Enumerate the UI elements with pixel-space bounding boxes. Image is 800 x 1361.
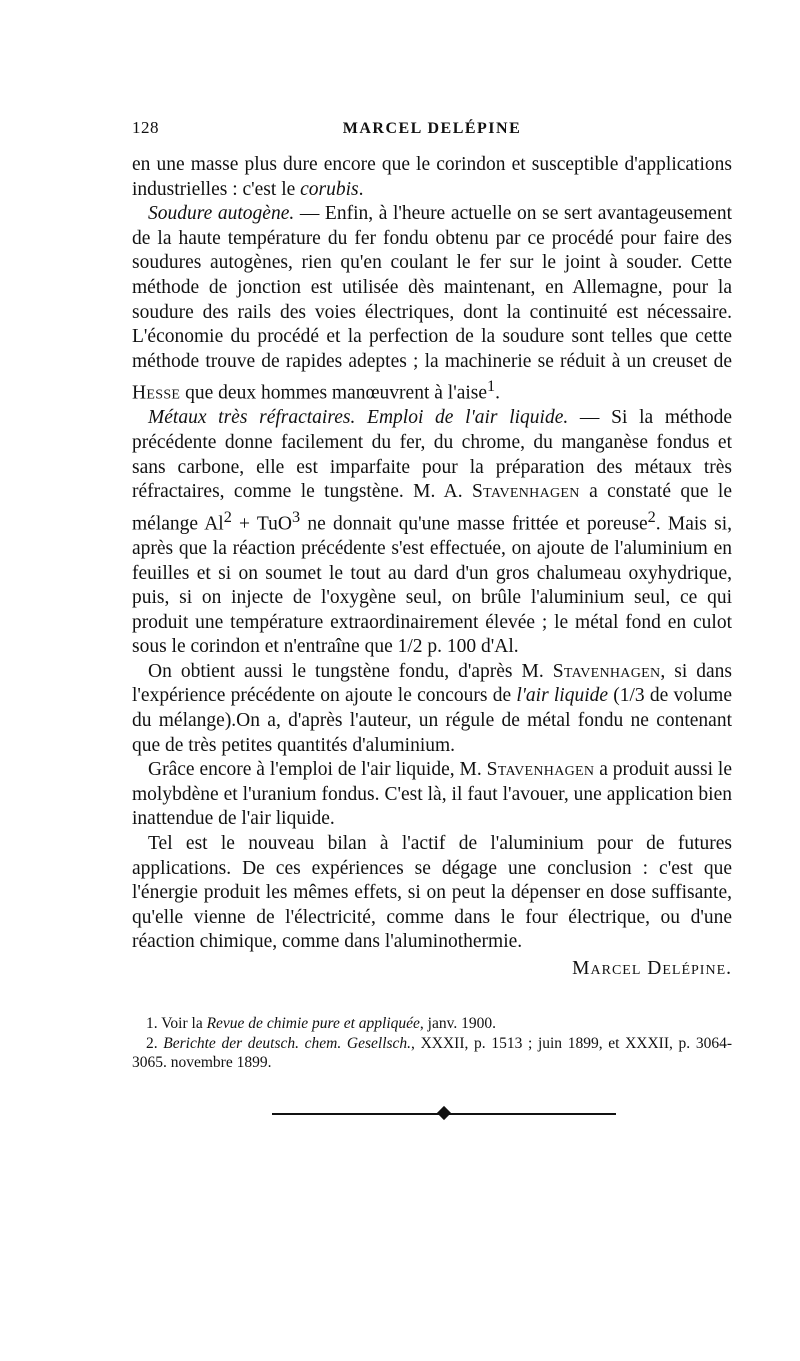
footnote-number: 1. [146,1015,158,1032]
end-rule-ornament [272,1106,616,1122]
superscript: 2 [223,507,232,526]
author-name: Stavenhagen [486,759,595,781]
superscript: 3 [291,507,301,526]
article-body [132,153,732,982]
paragraph-text: a produit aussi le molybdène et l'uranium fondus. C'est là, il faut l'avouer, une application bien inattendue de l'air liquide. [132,759,732,830]
signature-text: Marcel Delépine. [572,958,732,979]
footnote [132,1034,732,1073]
paragraph-text: — Si la méthode précédente donne facilement du fer, du chrome, du manganèse fondus et sans carbone, elle est imparfaite pour la préparation des métaux très réfractaires, comme le tungstène. M. A. [132,407,732,503]
paragraph-text: Grâce encore à l'emploi de l'air liquide, M. [148,759,487,781]
paragraph-text: + TuO [231,513,292,535]
section-heading: Métaux très réfractaires. Emploi de l'air liquide. [148,407,569,429]
section-heading: Soudure autogène. [148,203,295,225]
page-number: 128 [132,118,159,137]
diamond-icon [437,1106,451,1120]
paragraph [132,758,732,832]
paragraph [132,832,732,955]
paragraph-text: . [358,178,364,200]
paragraph [132,660,732,758]
journal-title: Berichte der deutsch. chem. Gesellsch. [163,1034,412,1052]
paragraph: Soudure autogène. — Enfin, à l'heure actuelle on se sert avantageusement de la haute température du fer fondu obtenu par ce procédé pour faire des soudures autogènes, rien qu'en coulant le fer sur le joint à souder. Cette méthode de jonction est utilisée dès maintenant, en Allemagne, pour la soudure des rails des voies électriques, dont la continuité est nécessaire. L'économie du procédé et la perfection de la soudure sont telles que cette méthode trouve de rapides adeptes ; la machinerie se réduit à un creuset de Hesse que deux hommes manœuvrent à l'aise$^1$. [132,203,733,404]
footnote [132,1014,732,1034]
author-name: Hesse [132,382,181,404]
paragraph-text: a constaté que le mélange Al [132,481,732,535]
paragraph-text: ne donnait qu'une masse frittée et poreuse [300,513,648,535]
footnote-ref: 1 [487,377,496,396]
paragraph-text: que deux hommes manœuvrent à l'aise [180,382,488,404]
footnote-ref: 2 [647,507,656,526]
paragraph [132,406,732,659]
footnote-text: , XXXII, p. 1513 ; juin 1899, et XXXII, p. 3064-3065. novembre 1899. [132,1034,732,1071]
paragraph-text: Tel est le nouveau bilan à l'actif de l'aluminium pour de futures applications. De ces expériences se dégage une conclusion : c'est que l'énergie produit les mêmes effets, si on peut la dépenser en dose suffisante, qu'elle vienne de l'électricité, comme dans le four électrique, ou d'une réaction chimique, comme dans l'aluminothermie. [132,833,732,953]
footnote-number: 2. [146,1034,158,1052]
page-header [132,118,732,140]
italic-term: l'air liquide [516,685,609,707]
paragraph-text: en une masse plus dure encore que le corindon et susceptible d'applications industrielles : c'est le [132,154,732,200]
running-head: MARCEL DELÉPINE [342,120,522,137]
footnotes [132,1014,732,1073]
paragraph-text: . Mais si, après que la réaction précédente s'est effectuée, on ajoute de l'aluminium en feuilles et si on soumet le tout au dard d'un gros chalumeau oxyhydrique, puis, si on injecte de l'oxygène seul, on brûle l'aluminium seul, ce qui produit une température extraordinairement élevée ; le métal fond en culot sous le corindon et n'entraîne que 1/2 p. 100 d'Al. [132,513,732,658]
journal-title: Revue de chimie pure et appliquée [206,1015,420,1032]
author-name: Stavenhagen [472,481,580,503]
italic-term: corubis [300,178,359,200]
signature [132,957,732,982]
paragraph-text: On obtient aussi le tungstène fondu, d'après M. [148,660,553,682]
footnote-text: , janv. 1900. [419,1015,496,1032]
paragraph-text: — Enfin, à l'heure actuelle on se sert avantageusement de la haute température du fer fondu obtenu par ce procédé pour faire des soudures autogènes, rien qu'en coulant le fer sur le joint à souder. Cette méthode de jonction est utilisée dès maintenant, en Allemagne, pour la soudure des rails des voies électriques, dont la continuité est nécessaire. L'économie du procédé et la perfection de la soudure sont telles que cette méthode trouve de rapides adeptes ; la machinerie se réduit à un creuset de [132,203,733,372]
paragraph-text: , si dans l'expérience précédente on ajoute le concours de [132,660,732,707]
paragraph [132,153,732,202]
author-name: Stavenhagen [552,660,661,682]
paragraph-text: (1/3 de volume du mélange).On a, d'après l'auteur, un régule de métal fondu ne contenant que de très petites quantités d'aluminium. [132,685,732,756]
footnote-text: Voir la [157,1015,207,1032]
